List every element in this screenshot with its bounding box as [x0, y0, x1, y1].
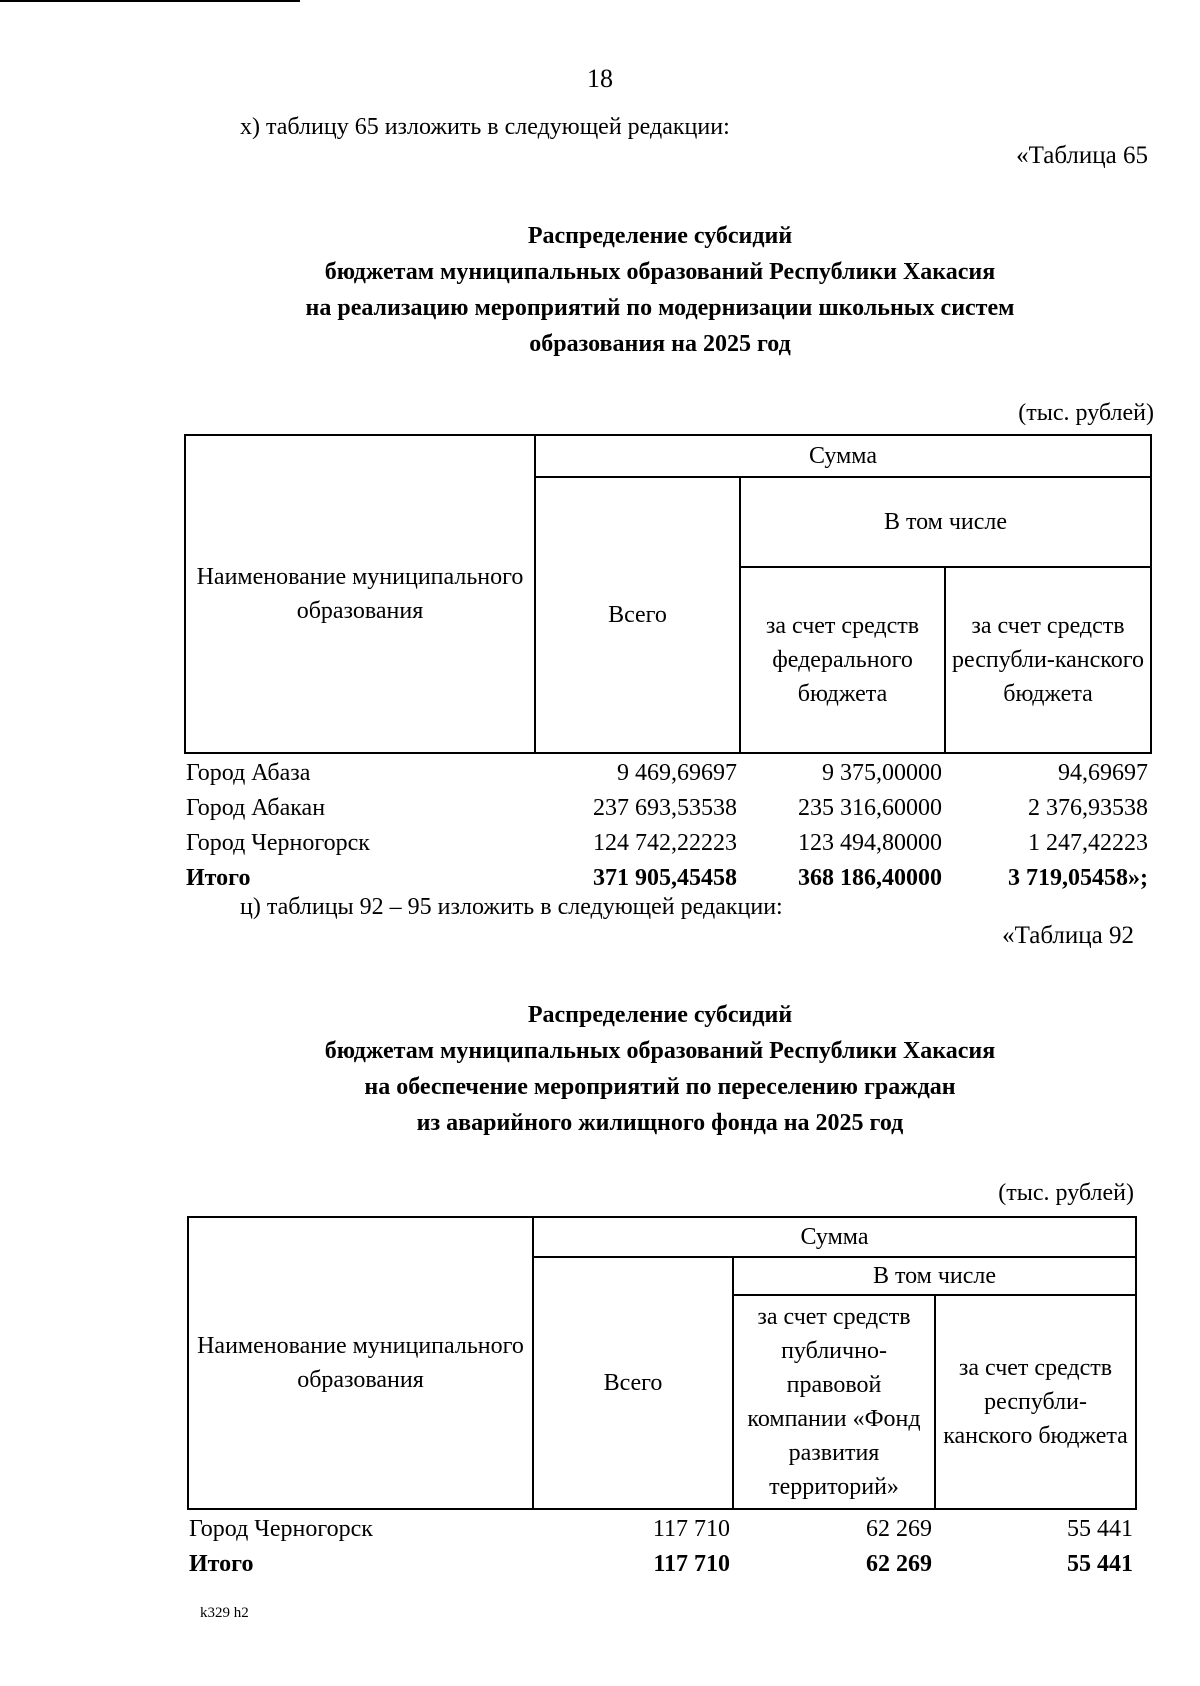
row-republic: 94,69697 — [1058, 760, 1148, 786]
header-name-col: Наименование муниципального образования — [188, 1217, 533, 1509]
table-92-header — [187, 1216, 1137, 1510]
page-number: 18 — [587, 64, 613, 93]
section-x-intro: х) таблицу 65 изложить в следующей редакции: — [240, 114, 730, 140]
table-row — [186, 756, 1150, 791]
total-row — [189, 1547, 1135, 1582]
row-total: 124 742,22223 — [593, 830, 737, 856]
table-row — [186, 791, 1150, 826]
header-fund: за счет средств публично-правовой компании «Фонд развития территорий» — [733, 1295, 935, 1509]
table-65-body — [186, 756, 1150, 896]
table-65-header — [184, 434, 1152, 754]
total-name: Итого — [186, 865, 251, 891]
header-name-col: Наименование муниципального образования — [185, 435, 535, 753]
table-92-caption: «Таблица 92 — [1002, 922, 1134, 949]
footer-code: k329 h2 — [200, 1605, 249, 1621]
total-row — [186, 861, 1150, 896]
title-line: образования на 2025 год — [529, 331, 791, 357]
title-line: бюджетам муниципальных образований Республики Хакасия — [324, 1038, 996, 1064]
table-92-units: (тыс. рублей) — [998, 1180, 1134, 1206]
total-republic: 3 719,05458»; — [1008, 865, 1148, 891]
title-line: Распределение субсидий — [527, 223, 793, 249]
title-line: из аварийного жилищного фонда на 2025 год — [416, 1110, 904, 1136]
scan-edge-mark — [0, 0, 300, 2]
header-republic: за счет средств республи-канского бюджета — [945, 567, 1151, 753]
header-including: В том числе — [733, 1257, 1136, 1295]
row-republic: 1 247,42223 — [1028, 830, 1148, 856]
total-name: Итого — [189, 1551, 254, 1577]
row-republic: 55 441 — [1067, 1516, 1133, 1542]
section-ts-intro: ц) таблицы 92 – 95 изложить в следующей редакции: — [240, 894, 783, 920]
header-total: Всего — [533, 1257, 733, 1509]
total-total: 117 710 — [653, 1551, 730, 1577]
row-federal: 9 375,00000 — [822, 760, 942, 786]
table-row — [189, 1512, 1135, 1547]
table-65-title — [0, 218, 1200, 362]
total-republic: 55 441 — [1067, 1551, 1133, 1577]
row-total: 9 469,69697 — [617, 760, 737, 786]
row-name: Город Черногорск — [186, 830, 370, 856]
total-fund: 62 269 — [866, 1551, 932, 1577]
table-92-body — [189, 1512, 1135, 1582]
table-row — [186, 826, 1150, 861]
title-line: Распределение субсидий — [527, 1002, 793, 1028]
row-republic: 2 376,93538 — [1028, 795, 1148, 821]
header-sum: Сумма — [535, 435, 1151, 477]
table-65-caption: «Таблица 65 — [1016, 142, 1148, 169]
row-federal: 235 316,60000 — [798, 795, 942, 821]
total-total: 371 905,45458 — [593, 865, 737, 891]
row-name: Город Черногорск — [189, 1516, 373, 1542]
row-name: Город Абаза — [186, 760, 311, 786]
header-republic: за счет средств республи-канского бюджета — [935, 1295, 1136, 1509]
row-federal: 123 494,80000 — [798, 830, 942, 856]
header-total: Всего — [535, 477, 740, 753]
row-total: 237 693,53538 — [593, 795, 737, 821]
row-total: 117 710 — [652, 1516, 730, 1542]
header-including: В том числе — [740, 477, 1151, 567]
title-line: на обеспечение мероприятий по переселению граждан — [364, 1074, 956, 1100]
title-line: на реализацию мероприятий по модернизации школьных систем — [305, 295, 1015, 321]
header-sum: Сумма — [533, 1217, 1136, 1257]
table-65-units: (тыс. рублей) — [1018, 400, 1154, 426]
header-federal: за счет средств федерального бюджета — [740, 567, 945, 753]
row-fund: 62 269 — [866, 1516, 932, 1542]
table-92-title — [0, 997, 1200, 1141]
total-federal: 368 186,40000 — [798, 865, 942, 891]
title-line: бюджетам муниципальных образований Республики Хакасия — [324, 259, 996, 285]
row-name: Город Абакан — [186, 795, 326, 821]
